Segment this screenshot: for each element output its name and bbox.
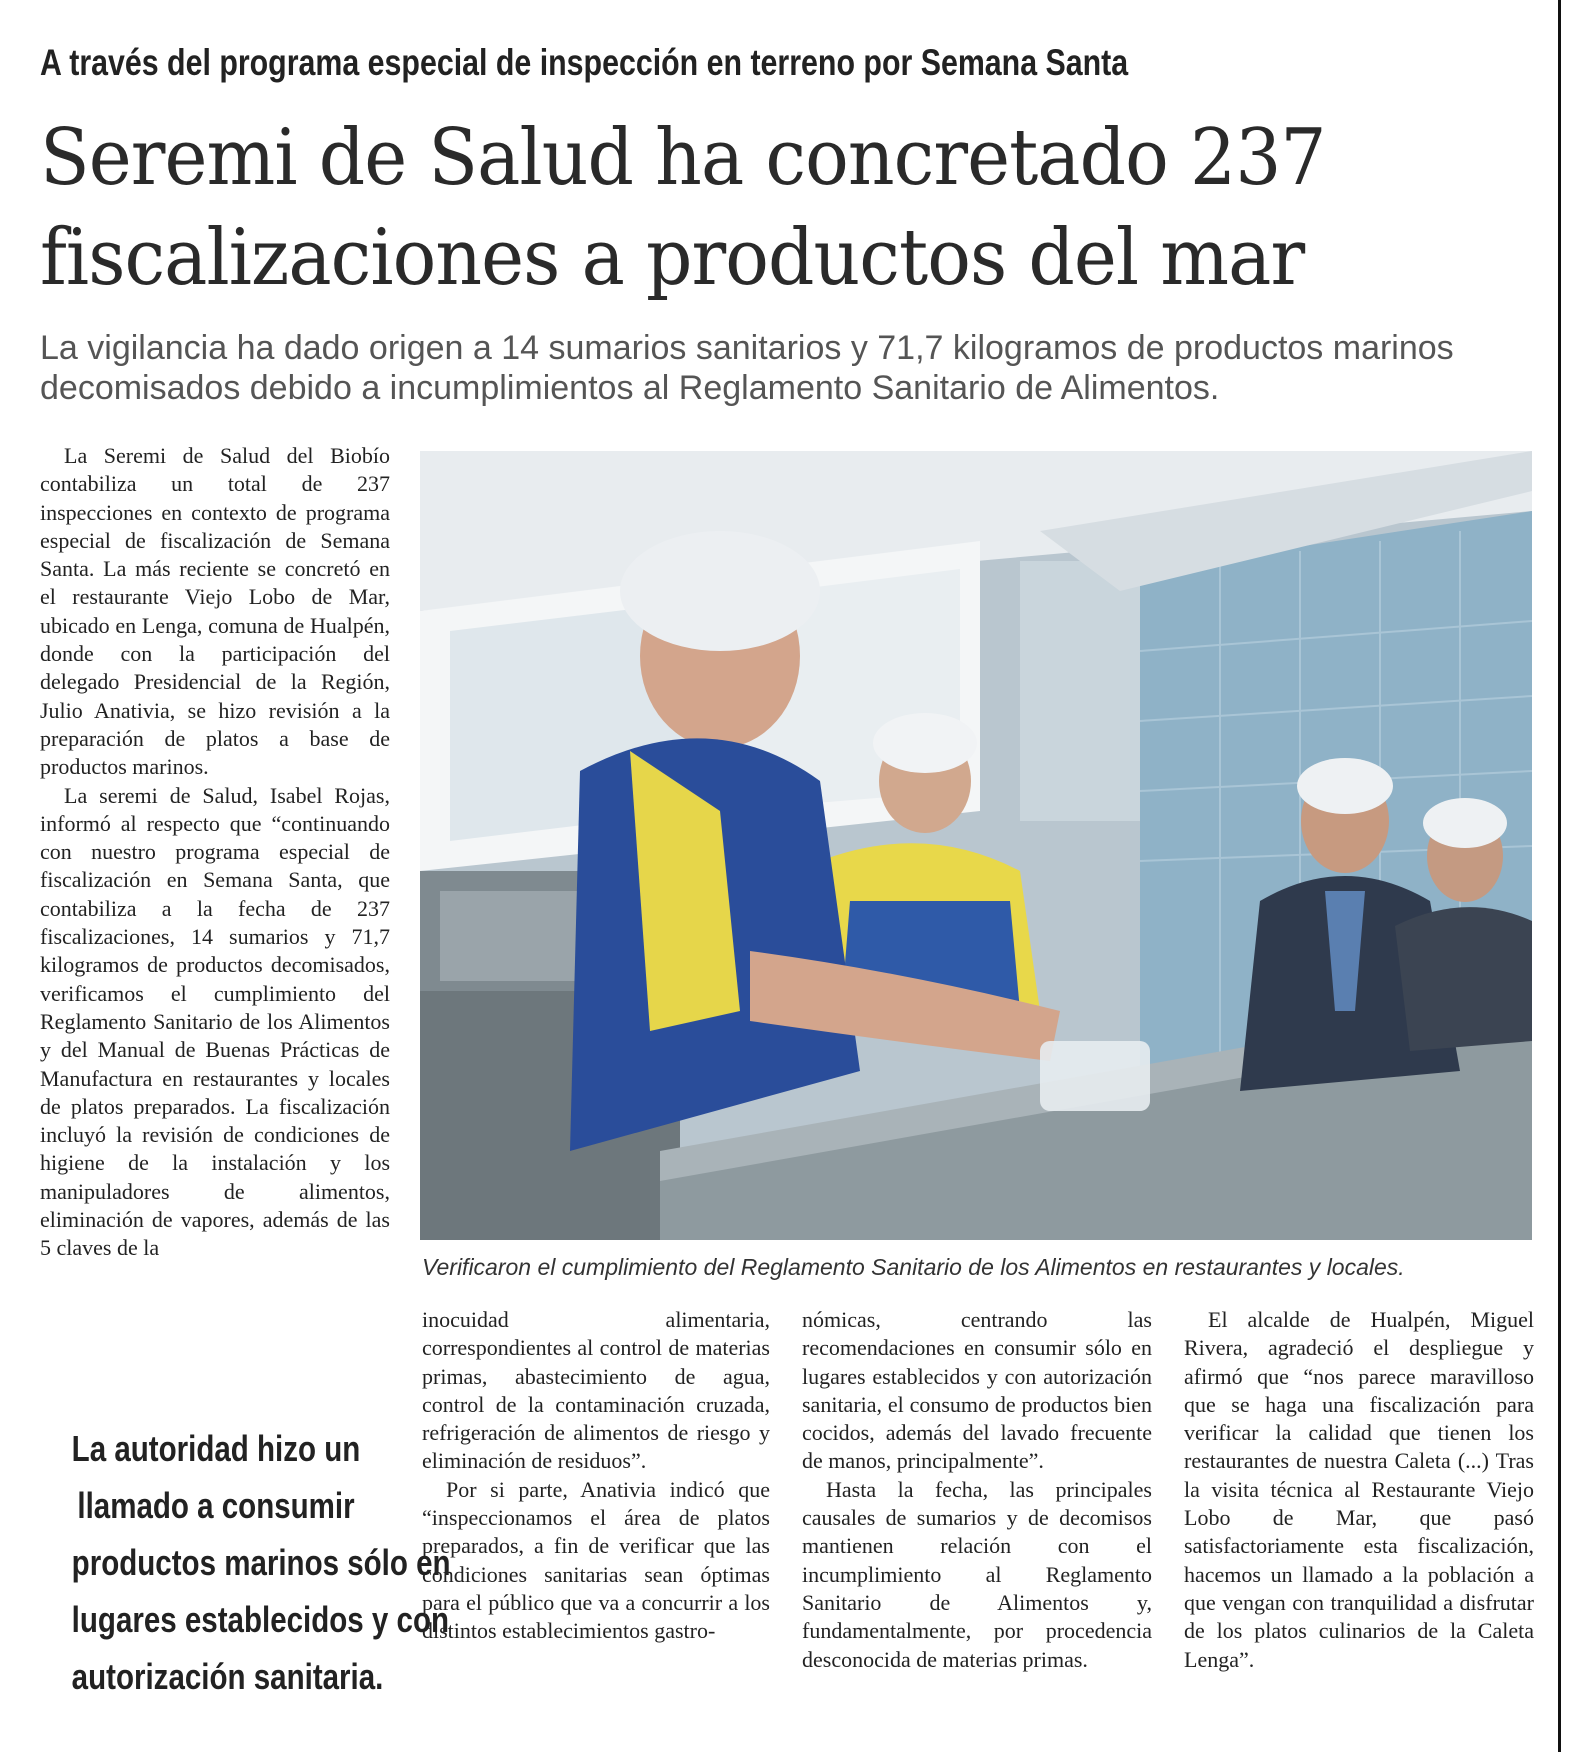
pull-quote-line: autorización sanitaria.: [71, 1656, 384, 1697]
kicker: A través del programa especial de inspección en terreno por Semana Santa: [40, 42, 1129, 83]
deck-line-1: La vigilancia ha dado origen a 14 sumarios sanitarios y 71,7 kilogramos de productos marinos: [40, 329, 1454, 367]
body-paragraph: Hasta la fecha, las principales causales de sumarios y de decomisos mantienen relación con el incumplimiento al Reglamento Sanitario de Alimentos y, fundamentalmente, por procedencia desconocida de materias primas.: [802, 1476, 1152, 1672]
body-paragraph: El alcalde de Hualpén, Miguel Rivera, agradeció el despliegue y afirmó que “nos parece maravilloso que se haga una fiscalización para verificar la calidad que tienen los restaurantes de nuestra Caleta (...) Tras la visita técnica al Restaurante Viejo Lobo de Mar, que pasó satisfactoriamente esta fiscalización, hacemos un llamado a la población a que vengan con tranquilidad a disfrutar de los platos culinarios de la Caleta Lenga”.: [1184, 1307, 1534, 1672]
body-paragraph: Por si parte, Anativia indicó que “inspeccionamos el área de platos preparados, a fin de verificar que las condiciones sanitarias sean óptimas para el público que va a concurrir a los distintos establecimientos gastro-: [422, 1476, 770, 1644]
body-column-1: [40, 442, 390, 1263]
body-column-2: [422, 1306, 770, 1646]
pull-quote-line: La autoridad hizo un: [71, 1428, 361, 1469]
photo-illustration: [420, 451, 1532, 1240]
deck-line-2: decomisados debido a incumplimientos al Reglamento Sanitario de Alimentos.: [40, 369, 1220, 407]
headline-line-1: Seremi de Salud ha concretado 237: [40, 113, 1326, 203]
body-column-3: [802, 1306, 1152, 1674]
pull-quote: [40, 1420, 451, 1705]
body-paragraph: inocuidad alimentaria, correspondientes al control de materias primas, abastecimiento de agua, control de la contaminación cruzada, refrigeración de alimentos de riesgo y eliminación de residuos”.: [422, 1307, 770, 1474]
headline: [40, 108, 1520, 308]
body-paragraph: nómicas, centrando las recomendaciones en consumir sólo en lugares establecidos y con autorización sanitaria, el consumo de productos bien cocidos, además del lavado frecuente de manos, principalmente”.: [802, 1307, 1152, 1474]
deck-subheadline: [40, 328, 1570, 408]
page-right-border: [1558, 0, 1561, 1752]
body-column-4: [1184, 1306, 1534, 1674]
photo-caption: Verificaron el cumplimiento del Reglamento Sanitario de los Alimentos en restaurantes y locales.: [422, 1254, 1405, 1280]
article-photo: [420, 451, 1532, 1240]
body-paragraph: La seremi de Salud, Isabel Rojas, informó al respecto que “continuando con nuestro programa especial de fiscalización en Semana Santa, que contabiliza a la fecha de 237 fiscalizaciones, 14 sumarios y 71,7 kilogramos de productos decomisados, verificamos el cumplimiento del Reglamento Sanitario de los Alimentos y del Manual de Buenas Prácticas de Manufactura en restaurantes y locales de platos preparados. La fiscalización incluyó la revisión de condiciones de higiene de la instalación y los manipuladores de alimentos, eliminación de vapores, además de las 5 claves de la: [40, 782, 390, 1261]
body-paragraph: La Seremi de Salud del Biobío contabiliza un total de 237 inspecciones en contexto de programa especial de fiscalización de Semana Santa. La más reciente se concretó en el restaurante Viejo Lobo de Mar, ubicado en Lenga, comuna de Hualpén, donde con la participación del delegado Presidencial de la Región, Julio Anativia, se hizo revisión a la preparación de platos a base de productos marinos.: [40, 443, 390, 780]
headline-line-2: fiscalizaciones a productos del mar: [40, 213, 1305, 303]
pull-quote-line: lugares establecidos y con: [71, 1599, 450, 1640]
pull-quote-line: llamado a consumir: [77, 1485, 355, 1526]
pull-quote-line: productos marinos sólo en: [71, 1542, 451, 1583]
